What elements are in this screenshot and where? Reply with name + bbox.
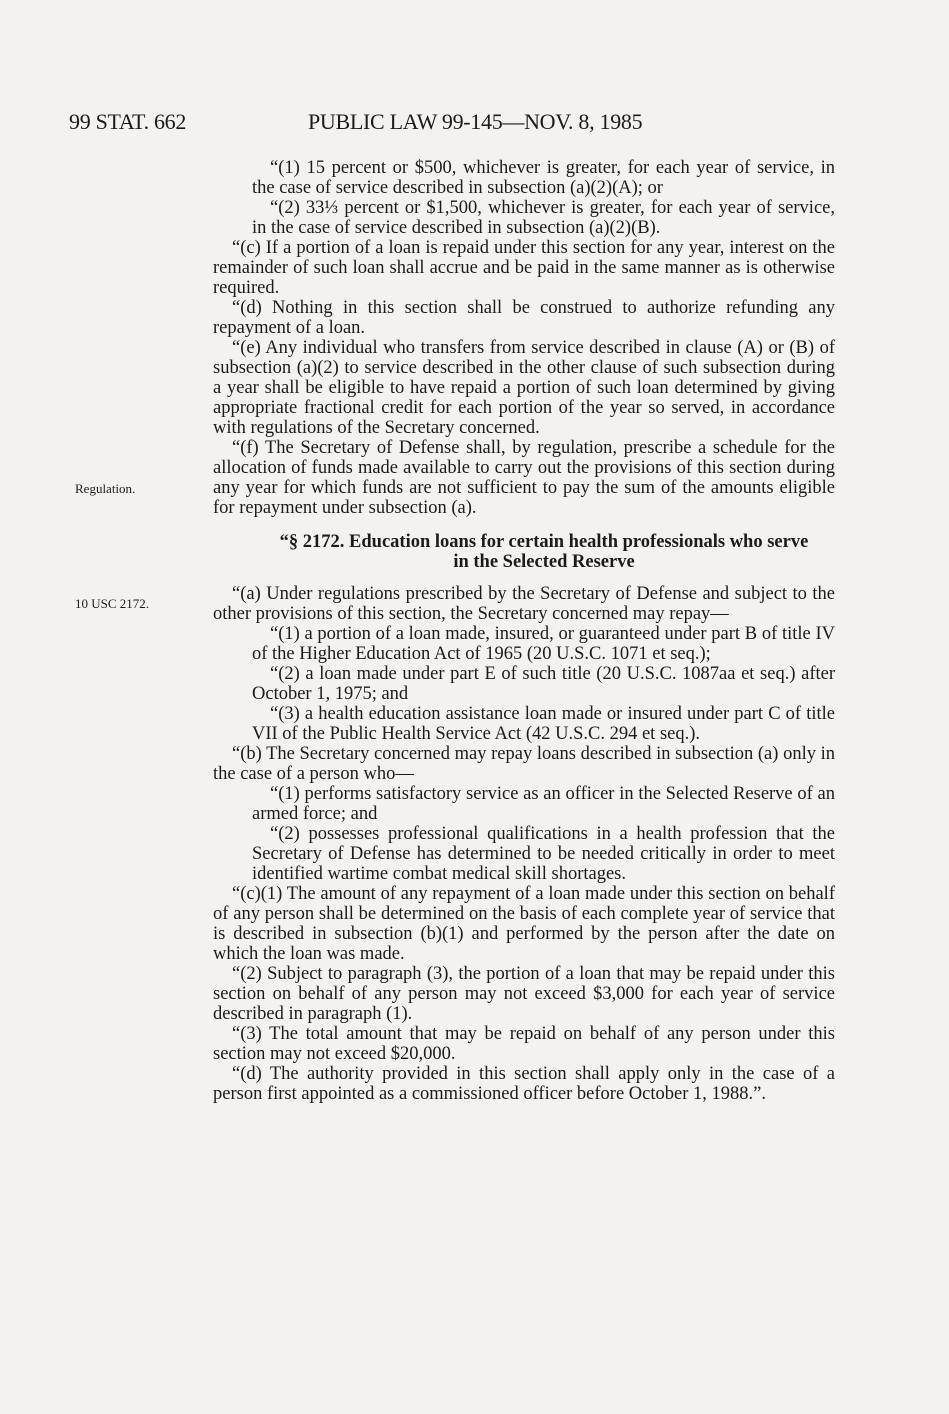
section-heading	[213, 532, 835, 572]
paragraphs-before	[213, 158, 835, 518]
section-heading-line1: “§ 2172. Education loans for certain health professionals who serve	[279, 532, 809, 552]
paragraph: “(1) performs satisfactory service as an officer in the Selected Reserve of an armed force; and	[252, 784, 835, 824]
paragraph: “(2) a loan made under part E of such title (20 U.S.C. 1087aa et seq.) after October 1, 1975; and	[252, 664, 835, 704]
paragraph: “(b) The Secretary concerned may repay loans described in subsection (a) only in the case of a person who—	[213, 744, 835, 784]
paragraphs-after	[213, 584, 835, 1104]
paragraph: “(2) Subject to paragraph (3), the portion of a loan that may be repaid under this section on behalf of any person may not exceed $3,000 for each year of service described in paragraph (1).	[213, 964, 835, 1024]
paragraph: “(f) The Secretary of Defense shall, by regulation, prescribe a schedule for the allocation of funds made available to carry out the provisions of this section during any year for which funds are not sufficient to pay the sum of the amounts eligible for repayment under subsection (a).	[213, 438, 835, 518]
page-title: PUBLIC LAW 99-145—NOV. 8, 1985	[308, 109, 643, 134]
paragraph: “(1) a portion of a loan made, insured, or guaranteed under part B of title IV of the Higher Education Act of 1965 (20 U.S.C. 1071 et seq.);	[252, 624, 835, 664]
paragraph: “(c)(1) The amount of any repayment of a loan made under this section on behalf of any person shall be determined on the basis of each complete year of service that is described in subsection (b)(1) and performed by the person after the date on which the loan was made.	[213, 884, 835, 964]
paragraph: “(1) 15 percent or $500, whichever is greater, for each year of service, in the case of service described in subsection (a)(2)(A); or	[252, 158, 835, 198]
paragraph: “(d) The authority provided in this section shall apply only in the case of a person first appointed as a commissioned officer before October 1, 1988.”.	[213, 1064, 835, 1104]
paragraph: “(2) 33⅓ percent or $1,500, whichever is greater, for each year of service, in the case of service described in subsection (a)(2)(B).	[252, 198, 835, 238]
paragraph: “(c) If a portion of a loan is repaid under this section for any year, interest on the remainder of such loan shall accrue and be paid in the same manner as is otherwise required.	[213, 238, 835, 298]
paragraph: “(3) The total amount that may be repaid on behalf of any person under this section may not exceed $20,000.	[213, 1024, 835, 1064]
paragraph: “(d) Nothing in this section shall be construed to authorize refunding any repayment of a loan.	[213, 298, 835, 338]
section-heading-line2: in the Selected Reserve	[453, 552, 635, 572]
margin-note-regulation: Regulation.	[75, 481, 136, 496]
paragraph: “(a) Under regulations prescribed by the Secretary of Defense and subject to the other provisions of this section, the Secretary concerned may repay—	[213, 584, 835, 624]
paragraph: “(3) a health education assistance loan made or insured under part C of title VII of the Public Health Service Act (42 U.S.C. 294 et seq.).	[252, 704, 835, 744]
document-body	[213, 158, 835, 1104]
stat-page-number: 99 STAT. 662	[69, 109, 187, 134]
margin-note-usc: 10 USC 2172.	[75, 596, 150, 611]
paragraph: “(e) Any individual who transfers from service described in clause (A) or (B) of subsection (a)(2) to service described in the other clause of such subsection during a year shall be eligible to have repaid a portion of such loan determined by giving appropriate fractional credit for each portion of the year so served, in accordance with regulations of the Secretary concerned.	[213, 338, 835, 438]
paragraph: “(2) possesses professional qualifications in a health profession that the Secretary of Defense has determined to be needed critically in order to meet identified wartime combat medical skill shortages.	[252, 824, 835, 884]
